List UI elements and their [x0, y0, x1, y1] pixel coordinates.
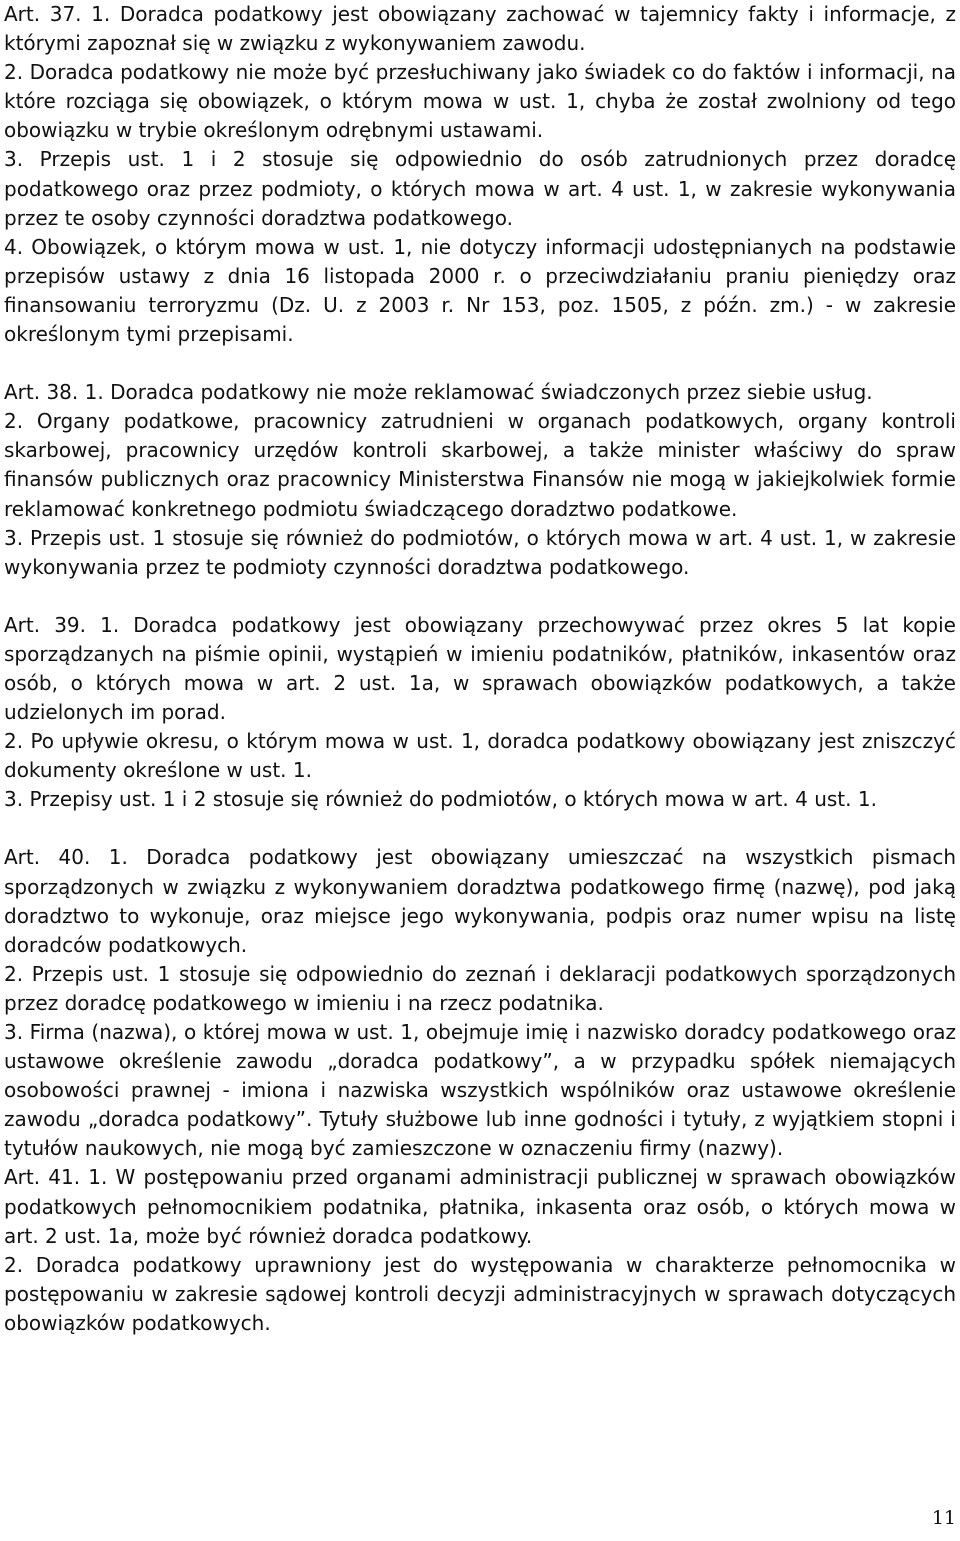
page-number: 11 [931, 1507, 956, 1529]
article-40 [4, 843, 956, 1163]
art39-para-1: Art. 39. 1. Doradca podatkowy jest obowiązany przechowywać przez okres 5 lat kopie sporządzanych na piśmie opinii, wystąpień w imieniu podatników, płatników, inkasentów oraz osób, o których mowa w art. 2 ust. 1a, w sprawach obowiązków podatkowych, a także udzielonych im porad. [4, 612, 956, 725]
art37-para-1: Art. 37. 1. Doradca podatkowy jest obowiązany zachować w tajemnicy fakty i informacje, z którymi zapoznał się w związku z wykonywaniem zawodu. [4, 2, 956, 56]
article-37 [4, 0, 956, 349]
article-39 [4, 611, 956, 815]
art38-para-1: Art. 38. 1. Doradca podatkowy nie może reklamować świadczonych przez siebie usług. [4, 380, 873, 405]
art38-para-3: 3. Przepis ust. 1 stosuje się również do podmiotów, o których mowa w art. 4 ust. 1, w zakresie wykonywania przez te podmioty czynności doradztwa podatkowego. [4, 525, 956, 579]
article-41 [4, 1163, 956, 1338]
art38-para-2: 2. Organy podatkowe, pracownicy zatrudnieni w organach podatkowych, organy kontroli skarbowej, pracownicy urzędów kontroli skarbowej, a także minister właściwy do spraw finansów publicznych oraz pracownicy Ministerstwa Finansów nie mogą w jakiejkolwiek formie reklamować konkretnego podmiotu świadczącego doradztwo podatkowe. [4, 409, 956, 521]
art37-para-3: 3. Przepis ust. 1 i 2 stosuje się odpowiednio do osób zatrudnionych przez doradcę podatkowego oraz przez podmioty, o których mowa w art. 4 ust. 1, w zakresie wykonywania przez te osoby czynności doradztwa podatkowego. [4, 147, 956, 230]
art39-para-3: 3. Przepisy ust. 1 i 2 stosuje się również do podmiotów, o których mowa w art. 4 ust. 1. [4, 787, 877, 812]
art40-para-2: 2. Przepis ust. 1 stosuje się odpowiednio do zeznań i deklaracji podatkowych sporządzonych przez doradcę podatkowego w imieniu i na rzecz podatnika. [4, 961, 956, 1015]
art37-para-2: 2. Doradca podatkowy nie może być przesłuchiwany jako świadek co do faktów i informacji, na które rozciąga się obowiązek, o którym mowa w ust. 1, chyba że został zwolniony od tego obowiązku w trybie określonym odrębnymi ustawami. [4, 60, 956, 143]
art41-para-1: Art. 41. 1. W postępowaniu przed organami administracji publicznej w sprawach obowiązków podatkowych pełnomocnikiem podatnika, płatnika, inkasenta oraz osób, o których mowa w art. 2 ust. 1a, może być również doradca podatkowy. [4, 1165, 956, 1248]
art40-para-1: Art. 40. 1. Doradca podatkowy jest obowiązany umieszczać na wszystkich pismach sporządzonych w związku z wykonywaniem doradztwa podatkowego firmę (nazwę), pod jaką doradztwo to wykonuje, oraz miejsce jego wykonywania, podpis oraz numer wpisu na listę doradców podatkowych. [4, 845, 956, 957]
article-38 [4, 378, 956, 582]
art41-para-2: 2. Doradca podatkowy uprawniony jest do występowania w charakterze pełnomocnika w postępowaniu w zakresie sądowej kontroli decyzji administracyjnych w sprawach dotyczących obowiązków podatkowych. [4, 1252, 956, 1335]
art39-para-2: 2. Po upływie okresu, o którym mowa w ust. 1, doradca podatkowy obowiązany jest zniszczyć dokumenty określone w ust. 1. [4, 729, 956, 783]
art37-para-4: 4. Obowiązek, o którym mowa w ust. 1, nie dotyczy informacji udostępnianych na podstawie przepisów ustawy z dnia 16 listopada 2000 r. o przeciwdziałaniu praniu pieniędzy oraz finansowaniu terroryzmu (Dz. U. z 2003 r. Nr 153, poz. 1505, z późn. zm.) - w zakresie określonym tymi przepisami. [4, 234, 956, 347]
art40-para-3: 3. Firma (nazwa), o której mowa w ust. 1, obejmuje imię i nazwisko doradcy podatkowego oraz ustawowe określenie zawodu „doradca podatkowy”, a w przypadku spółek niemających osobowości prawnej - imiona i nazwiska wszystkich wspólników oraz ustawowe określenie zawodu „doradca podatkowy”. Tytuły służbowe lub inne godności i tytuły, z wyjątkiem stopni i tytułów naukowych, nie mogą być zamieszczone w oznaczeniu firmy (nazwy). [4, 1020, 956, 1161]
